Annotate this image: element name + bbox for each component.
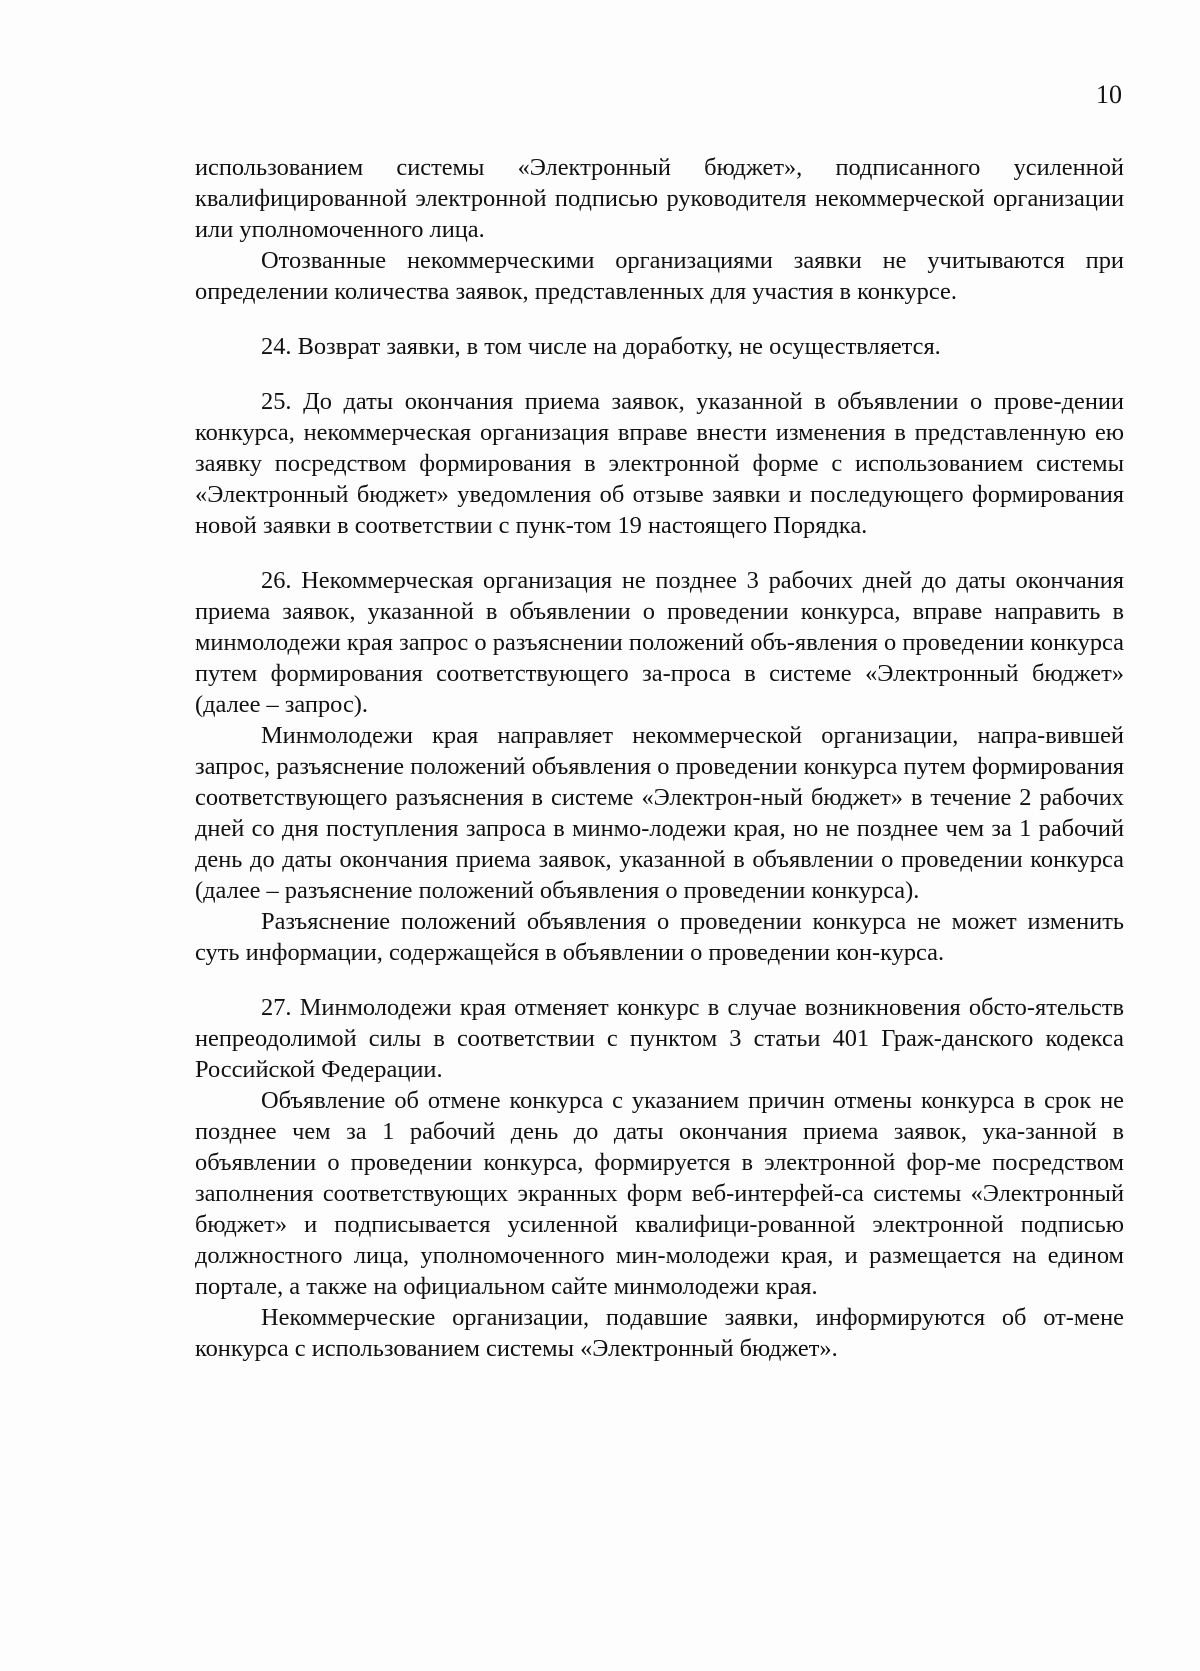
paragraph: Объявление об отмене конкурса с указанием причин отмены конкурса в срок не позднее чем за 1 рабочий день до даты окончания приема заявок, ука-занной в объявлении о проведении конкурса, формируется в электронной фор-ме посредством заполнения соответствующих экранных форм веб-интерфей-са системы «Электронный бюджет» и подписывается усиленной квалифици-рованной электронной подписью должностного лица, уполномоченного мин-молодежи края, и размещается на едином портале, а также на официальном сайте минмолодежи края. [195, 1087, 1124, 1300]
paragraph: Отозванные некоммерческими организациями заявки не учитываются при определении количества заявок, представленных для участия в конкурсе. [195, 247, 1124, 305]
document-body [195, 152, 1124, 1364]
paragraph: Минмолодежи края направляет некоммерческой организации, напра-вившей запрос, разъяснение положений объявления о проведении конкурса путем формирования соответствующего разъяснения в системе «Электрон-ный бюджет» в течение 2 рабочих дней со дня поступления запроса в минмо-лодежи края, но не позднее чем за 1 рабочий день до даты окончания приема заявок, указанной в объявлении о проведении конкурса (далее – разъяснение положений объявления о проведении конкурса). [195, 722, 1124, 904]
paragraph: Разъяснение положений объявления о проведении конкурса не может изменить суть информации, содержащейся в объявлении о проведении кон-курса. [195, 908, 1124, 966]
page-number: 10 [1096, 80, 1122, 109]
paragraph-item-27: 27. Минмолодежи края отменяет конкурс в случае возникновения обсто-ятельств непреодолимой силы в соответствии с пунктом 3 статьи 401 Граж-данского кодекса Российской Федерации. [195, 994, 1124, 1083]
paragraph-item-24: 24. Возврат заявки, в том числе на доработку, не осуществляется. [261, 333, 941, 360]
paragraph-item-25: 25. До даты окончания приема заявок, указанной в объявлении о прове-дении конкурса, некоммерческая организация вправе внести изменения в представленную ею заявку посредством формирования в электронной форме с использованием системы «Электронный бюджет» уведомления об отзыве заявки и последующего формирования новой заявки в соответствии с пунк-том 19 настоящего Порядка. [195, 388, 1124, 539]
paragraph-item-26: 26. Некоммерческая организация не позднее 3 рабочих дней до даты окончания приема заявок, указанной в объявлении о проведении конкурса, вправе направить в минмолодежи края запрос о разъяснении положений объ-явления о проведении конкурса путем формирования соответствующего за-проса в системе «Электронный бюджет» (далее – запрос). [195, 567, 1124, 718]
paragraph: Некоммерческие организации, подавшие заявки, информируются об от-мене конкурса с использованием системы «Электронный бюджет». [195, 1304, 1124, 1362]
paragraph-continuation: использованием системы «Электронный бюджет», подписанного усиленной квалифицированной электронной подписью руководителя некоммерческой организации или уполномоченного лица. [195, 154, 1124, 243]
